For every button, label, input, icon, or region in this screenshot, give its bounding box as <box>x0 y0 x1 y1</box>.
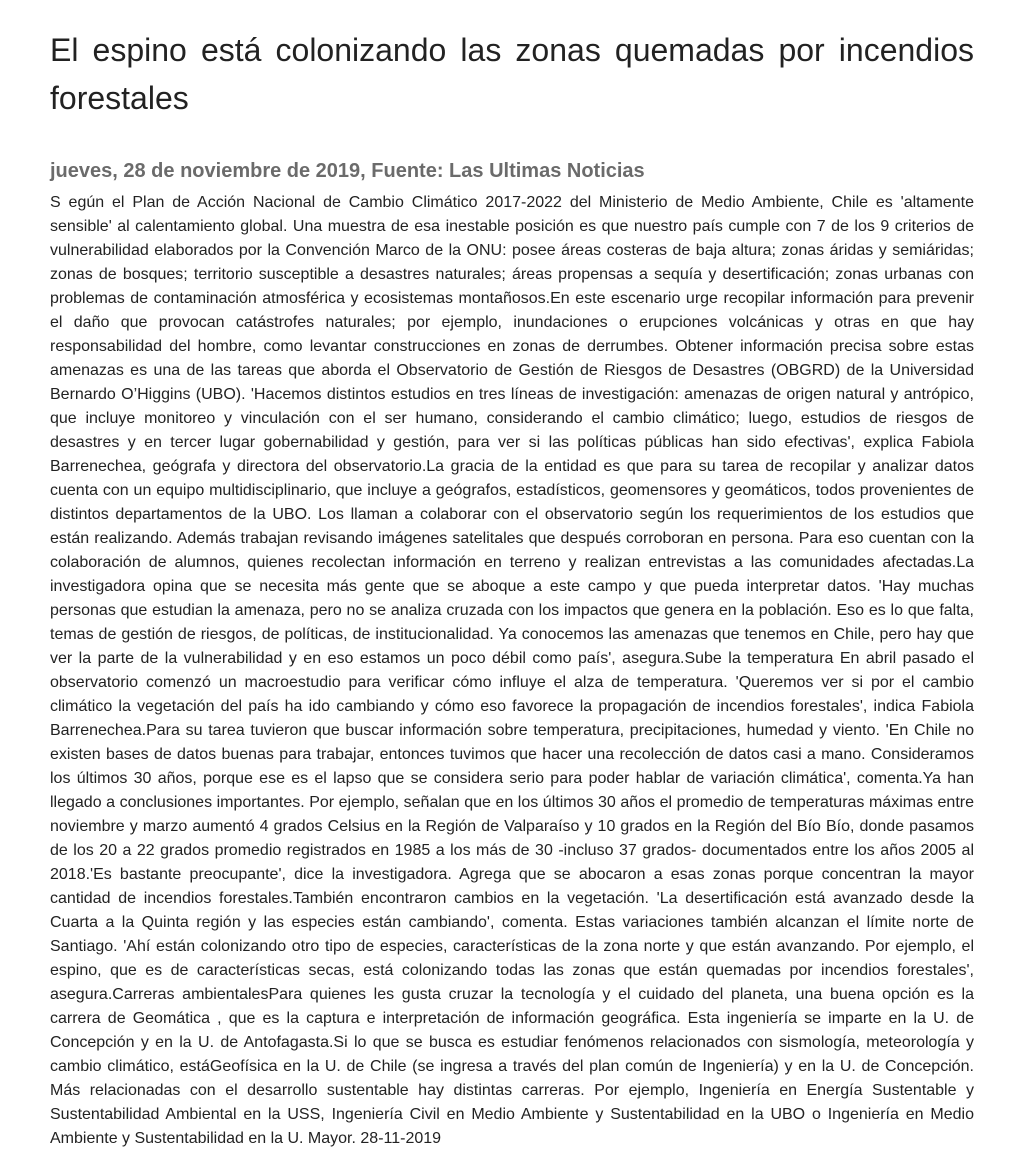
article-title: El espino está colonizando las zonas quemadas por incendios forestales <box>50 32 974 116</box>
article <box>50 0 974 1151</box>
article-byline: jueves, 28 de noviembre de 2019, Fuente: Las Ultimas Noticias <box>50 160 645 182</box>
article-body: S egún el Plan de Acción Nacional de Cambio Climático 2017-2022 del Ministerio de Medio Ambiente, Chile es 'altamente sensible' al calentamiento global. Una muestra de esa inestable posición es que nuestro país cumple con 7 de los 9 criterios de vulnerabilidad elaborados por la Convención Marco de la ONU: posee áreas costeras de baja altura; zonas áridas y semiáridas; zonas de bosques; territorio susceptible a desastres naturales; áreas propensas a sequía y desertificación; zonas urbanas con problemas de contaminación atmosférica y ecosistemas montañosos.En este escenario urge recopilar información para prevenir el daño que provocan catástrofes naturales; por ejemplo, inundaciones o erupciones volcánicas y otras en que hay responsabilidad del hombre, como levantar construcciones en zonas de derrumbes. Obtener información precisa sobre estas amenazas es una de las tareas que aborda el Observatorio de Gestión de Riesgos de Desastres (OBGRD) de la Universidad Bernardo O’Higgins (UBO). 'Hacemos distintos estudios en tres líneas de investigación: amenazas de origen natural y antrópico, que incluye monitoreo y vinculación con el ser humano, considerando el cambio climático; luego, estudios de riesgos de desastres y en tercer lugar gobernabilidad y gestión, para ver si las políticas públicas han sido efectivas', explica Fabiola Barrenechea, geógrafa y directora del observatorio.La gracia de la entidad es que para su tarea de recopilar y analizar datos cuenta con un equipo multidisciplinario, que incluye a geógrafos, estadísticos, geomensores y geomáticos, todos provenientes de distintos departamentos de la UBO. Los llaman a colaborar con el observatorio según los requerimientos de los estudios que están realizando. Además trabajan revisando imágenes satelitales que después corroboran en persona. Para eso cuentan con la colaboración de alumnos, quienes recolectan información en terreno y realizan entrevistas a las comunidades afectadas.La investigadora opina que se necesita más gente que se aboque a este campo y que pueda interpretar datos. 'Hay muchas personas que estudian la amenaza, pero no se analiza cruzada con los impactos que genera en la población. Eso es lo que falta, temas de gestión de riesgos, de políticas, de institucionalidad. Ya conocemos las amenazas que tenemos en Chile, pero hay que ver la parte de la vulnerabilidad y en eso estamos un poco débil como país', asegura.Sube la temperatura En abril pasado el observatorio comenzó un macroestudio para verificar cómo influye el alza de temperatura. 'Queremos ver si por el cambio climático la vegetación del país ha ido cambiando y cómo eso favorece la propagación de incendios forestales', indica Fabiola Barrenechea.Para su tarea tuvieron que buscar información sobre temperatura, precipitaciones, humedad y viento. 'En Chile no existen bases de datos buenas para trabajar, entonces tuvimos que hacer una recolección de datos casi a mano. Consideramos los últimos 30 años, porque ese es el lapso que se considera serio para poder hablar de variación climática', comenta.Ya han llegado a conclusiones importantes. Por ejemplo, señalan que en los últimos 30 años el promedio de temperaturas máximas entre noviembre y marzo aumentó 4 grados Celsius en la Región de Valparaíso y 10 grados en la Región del Bío Bío, donde pasamos de los 20 a 22 grados promedio registrados en 1985 a los más de 30 -incluso 37 grados- documentados entre los años 2005 al 2018.'Es bastante preocupante', dice la investigadora. Agrega que se abocaron a esas zonas porque concentran la mayor cantidad de incendios forestales.También encontraron cambios en la vegetación. 'La desertificación está avanzado desde la Cuarta a la Quinta región y las especies están cambiando', comenta. Estas variaciones también alcanzan el límite norte de Santiago. 'Ahí están colonizando otro tipo de especies, características de la zona norte y que están avanzando. Por ejemplo, el espino, que es de características secas, está colonizando todas las zonas que están quemadas por incendios forestales', asegura.Carreras ambientalesPara quienes les gusta cruzar la tecnología y el cuidado del planeta, una buena opción es la carrera de Geomática , que es la captura e interpretación de información geográfica. Esta ingeniería se imparte en la U. de Concepción y en la U. de Antofagasta.Si lo que se busca es estudiar fenómenos relacionados con sismología, meteorología y cambio climático, estáGeofísica en la U. de Chile (se ingresa a través del plan común de Ingeniería) y en la U. de Concepción. Más relacionadas con el desarrollo sustentable hay distintas carreras. Por ejemplo, Ingeniería en Energía Sustentable y Sustentabilidad Ambiental en la USS, Ingeniería Civil en Medio Ambiente y Sustentabilidad en la UBO o Ingeniería en Medio Ambiente y Sustentabilidad en la U. Mayor. 28-11-2019 <box>50 194 974 1147</box>
